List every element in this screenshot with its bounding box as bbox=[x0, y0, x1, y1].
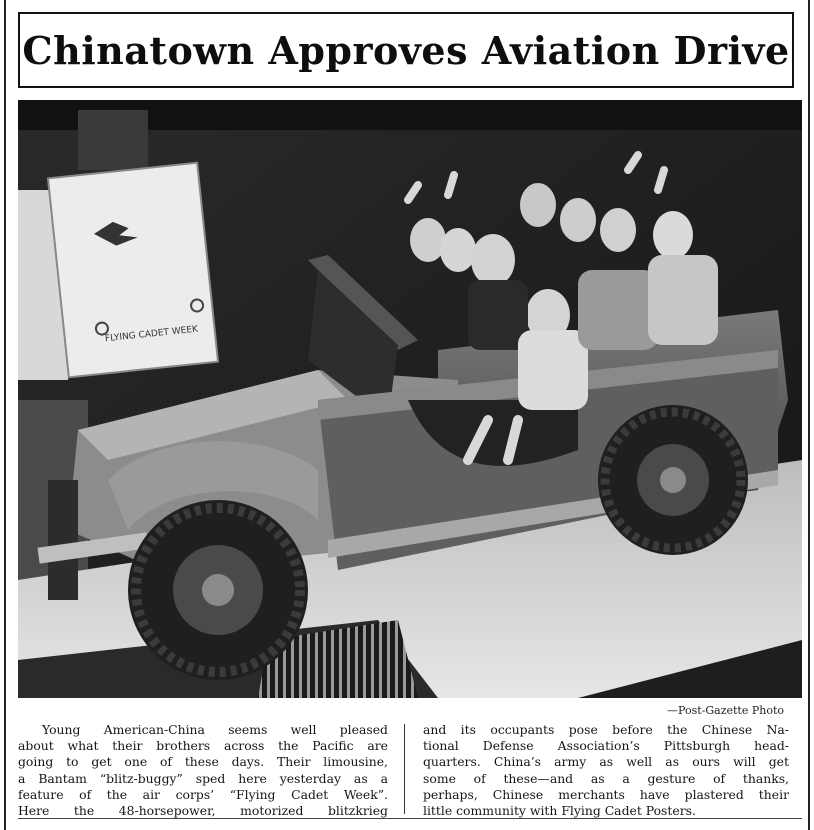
caption-line: some of these—and as a gesture of thanks, bbox=[423, 770, 789, 786]
caption-line: Here the 48-horsepower, motorized blitzkrieg bbox=[18, 803, 388, 819]
photo-credit: —Post-Gazette Photo bbox=[666, 704, 784, 717]
headline: Chinatown Approves Aviation Drive bbox=[22, 27, 790, 73]
caption-line: perhaps, Chinese merchants have plastered their bbox=[423, 786, 789, 802]
jeep-photo-illustration bbox=[18, 100, 802, 698]
caption-left-column bbox=[18, 722, 388, 819]
bottom-rule bbox=[18, 818, 802, 819]
caption-line: quarters. China’s army as well as ours will get bbox=[423, 754, 789, 770]
headline-box bbox=[18, 12, 794, 88]
caption-line: going to get one of these days. Their limousine, bbox=[18, 754, 388, 770]
column-divider bbox=[404, 724, 405, 814]
flying-cadet-poster bbox=[48, 163, 218, 378]
rear-wheel bbox=[598, 405, 748, 555]
caption-line: about what their brothers across the Pacific are bbox=[18, 738, 388, 754]
caption-line: tional Defense Association’s Pittsburgh head- bbox=[423, 738, 789, 754]
front-wheel bbox=[128, 500, 308, 680]
left-border-rule bbox=[4, 0, 6, 830]
caption-line: and its occupants pose before the Chinese Na- bbox=[423, 722, 789, 737]
caption-line: feature of the air corps’ “Flying Cadet Week”. bbox=[18, 786, 388, 802]
right-border-rule bbox=[808, 0, 810, 830]
caption-line: a Bantam “blitz-buggy” sped here yesterday as a bbox=[18, 770, 388, 786]
news-photo bbox=[18, 100, 802, 698]
caption-right-column bbox=[423, 722, 789, 819]
caption-line: little community with Flying Cadet Posters. bbox=[423, 803, 696, 819]
caption-line: Young American-China seems well pleased bbox=[42, 722, 388, 737]
poster-text: FLYING CADET WEEK bbox=[104, 324, 199, 345]
